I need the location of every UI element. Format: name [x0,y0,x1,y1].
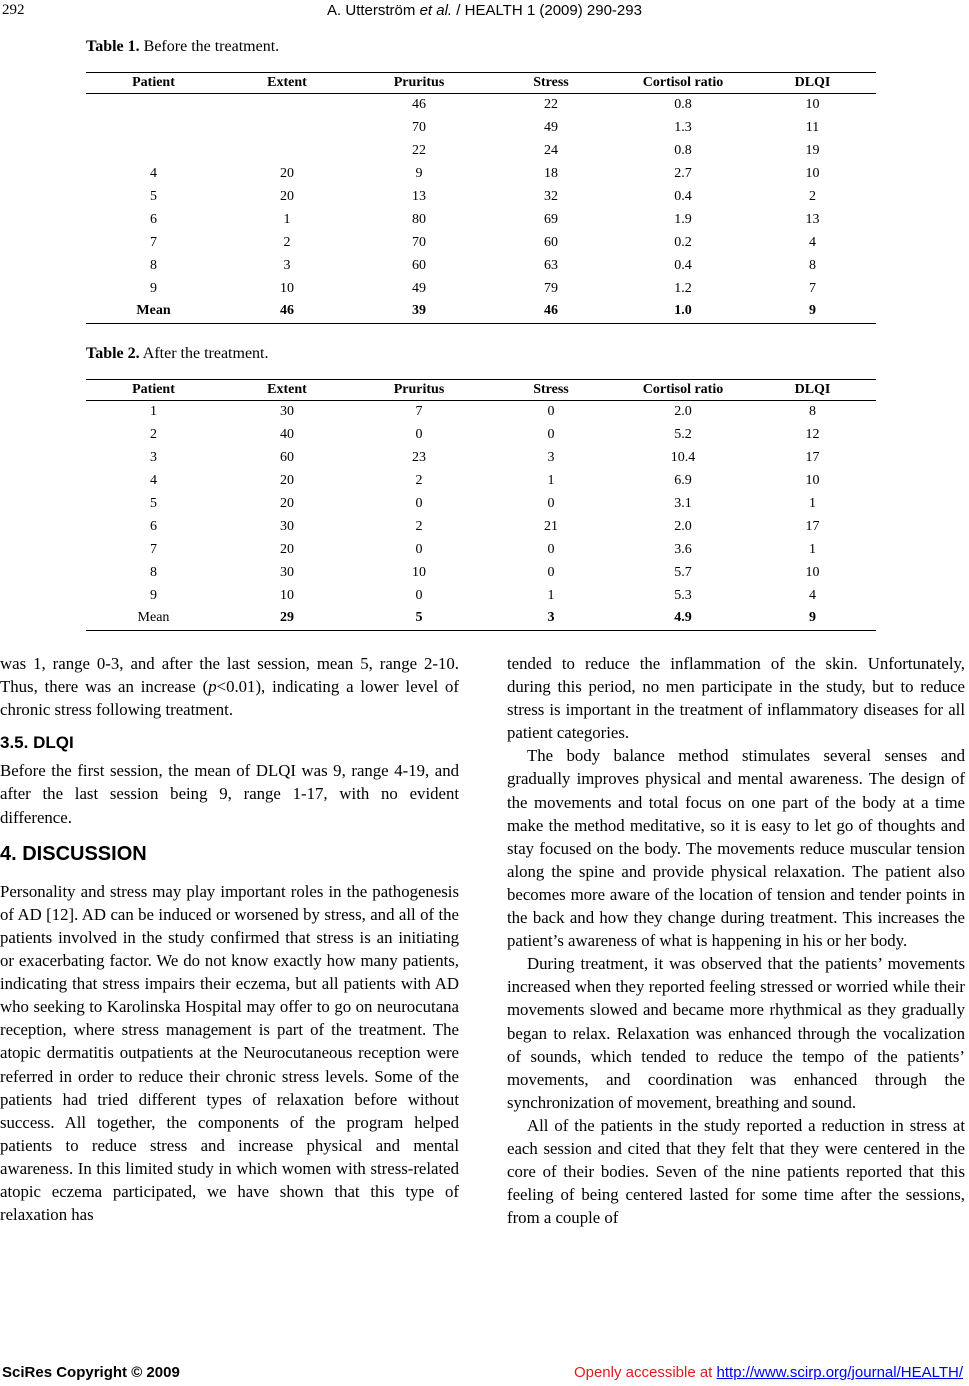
paragraph-stress-result: was 1, range 0-3, and after the last session, mean 5, range 2-10. Thus, there was an increase (p<0.01), indicating a lower level of chronic stress following treatment. [0,654,460,720]
journal-link[interactable]: http://www.scirp.org/journal/HEALTH/ [716,1364,963,1381]
table-cell: 7 [415,404,423,420]
table-cell: 10 [412,564,426,580]
running-header [0,0,969,22]
table2 [86,379,876,631]
table-cell [221,94,353,117]
table-cell: 0 [547,564,555,580]
page-number: 292 [2,2,25,18]
table-mean-row [86,300,876,323]
table-row [86,470,876,493]
table-row [86,208,876,231]
table-cell: 9 [150,280,157,296]
table-cell: 7 [150,234,157,250]
authors: A. Utterström [327,2,416,19]
table1-col-header: Pruritus [353,73,485,94]
table2-col-header: Patient [86,380,221,401]
table2-col-header: Stress [485,380,617,401]
table-cell: 0 [415,427,423,443]
table-cell: 80 [412,211,426,227]
paragraph-right-2: The body balance method stimulates several senses and gradually improves physical and mental awareness. The design of the movements and total focus on one part of the body at a time make the method meditative, so it is easy to let go of thoughts and stay focused on the body. The movements reduce muscular tension along the spine and provide physical relaxation. The patient also becomes more aware of the location of tension and tender points in the back and how they change during treatment. This increases the patient’s awareness of what is happening in his or her body. [507,746,965,951]
table-cell: 10 [280,587,294,603]
table-row [86,515,876,538]
table2-col-header: Cortisol ratio [617,380,749,401]
table-cell: 17 [805,450,820,466]
paragraph-right-3: During treatment, it was observed that the patients’ movements increased when they reported feeling stressed or worried while their movements slowed and became more rhythmical as they gradually began to relax. Relaxation was enhanced through the vocalization of sounds, which tended to reduce the tempo of the patients’ movements, and coordination was enhanced through the synchronization of movement, breathing and sound. [507,954,965,1112]
paragraph-discussion: Personality and stress may play important roles in the pathogenesis of AD [12]. AD can be induced or worsened by stress, and all of the patients involved in the study confirmed that stress is an initiating or exacerbating factor. We do not know exactly how many patients, indicating that stress impairs their eczema, but all patients with AD who seeking to Karolinska Hospital may offer to go on neurocutana reception, where stress management is part of the treatment. The atopic dermatitis outpatients at the Neurocutaneous reception were referred in order to reduce their chronic stress levels. Some of the patients had tried different types of relaxation before without success. All together, the components of the program helped patients to reduce stress and increase physical and mental awareness. In this limited study in which women with stress-related atopic eczema participated, we have shown that this type of relaxation has [0,881,459,1225]
table-cell [86,140,221,163]
table-row [86,447,876,470]
table-row [86,424,876,447]
table-row [86,561,876,584]
table-cell: 22 [412,143,426,159]
table-cell: 22 [544,97,558,113]
table-cell: 3 [283,257,291,273]
table-cell: 9 [415,166,423,182]
table-cell: 0.8 [674,97,692,113]
table-cell: 3 [150,450,157,466]
table1-col-header: Cortisol ratio [617,73,749,94]
table-cell: 5.2 [674,427,692,443]
left-column [0,652,459,1226]
table-cell: 18 [544,166,558,182]
table-cell: 46 [221,300,353,323]
table-cell: 60 [544,234,558,250]
table-cell: 3.6 [674,541,692,557]
table-cell: 0 [547,541,555,557]
table-cell: 0 [415,587,423,603]
table-cell: 3 [485,607,617,630]
table-cell: Mean [86,300,221,323]
table-row [86,277,876,300]
table-row [86,584,876,607]
section-heading-discussion: 4. DISCUSSION [0,842,147,865]
table-cell: 1 [150,404,157,420]
table-cell: 13 [805,211,820,227]
table-cell: 1 [809,496,816,511]
table-cell: 2 [809,189,816,204]
table-cell: 11 [805,120,820,136]
table-cell: 10.4 [670,450,696,466]
table-cell: 8 [809,257,816,273]
table-cell: 2 [415,518,423,534]
table-cell: 3 [547,450,555,466]
footer-copyright: SciRes Copyright © 2009 [2,1364,180,1381]
table-mean-row [86,607,876,630]
table-cell: 10 [805,473,820,489]
table-cell [221,117,353,140]
table2-col-header: Pruritus [353,380,485,401]
table-cell: 20 [280,473,294,489]
running-title [0,2,969,19]
table-cell: 5 [353,607,485,630]
table-cell: 4 [150,473,157,489]
table-cell: 2 [283,234,291,250]
table-cell: 3.1 [674,496,692,511]
table-cell: 29 [221,607,353,630]
table-row [86,94,876,117]
table-cell: Mean [86,607,221,630]
table-cell: 17 [805,518,820,534]
table-cell: 20 [280,166,294,182]
table-cell: 10 [805,564,820,580]
table-cell: 6.9 [674,473,692,489]
table-cell: 1.3 [674,120,692,136]
table-cell: 7 [150,541,157,557]
table-cell: 4.9 [617,607,749,630]
table-cell: 30 [280,518,294,534]
table-cell: 4 [809,587,816,603]
table1-col-header: DLQI [749,73,876,94]
table-cell: 0 [547,427,555,443]
table-cell: 1.0 [617,300,749,323]
table-cell: 49 [412,280,426,296]
table-cell: 70 [412,234,426,250]
table-cell: 0 [547,496,555,511]
table-cell: 2 [150,427,157,443]
table-cell [86,117,221,140]
table-cell: 46 [485,300,617,323]
table-cell: 70 [412,120,426,136]
paragraph-right-4: All of the patients in the study reported a reduction in stress at each session and cited that they felt that they were centered in the core of their bodies. Seven of the nine patients reported that this feeling of being centered lasted for some time after the sessions, from a couple of [507,1115,965,1228]
table-cell: 4 [809,234,816,250]
table2-header-row [86,380,876,401]
table-cell: 9 [150,587,157,603]
table-cell: 23 [412,450,426,466]
table-cell: 1 [283,211,291,227]
table-cell: 2 [415,473,423,489]
paragraph-dlqi: Before the first session, the mean of DLQI was 9, range 4-19, and after the last session being 9, range 1-17, with no evident difference. [0,761,459,827]
table-cell: 21 [544,518,558,534]
table1-col-header: Extent [221,73,353,94]
table-cell: 24 [544,143,558,159]
table-cell: 5 [150,189,157,204]
table2-caption: Table 2. After the treatment. [86,345,269,362]
table1-caption: Table 1. Before the treatment. [86,38,280,55]
table1 [86,72,876,324]
table-cell: 8 [150,257,157,273]
table-row [86,254,876,277]
table-cell: 9 [749,300,876,323]
table-cell: 0 [415,541,423,557]
table-cell: 7 [809,280,816,296]
table-cell: 49 [544,120,558,136]
table-cell: 9 [749,607,876,630]
table-cell: 1.2 [674,280,692,296]
table-cell: 30 [280,404,294,420]
table-cell: 0.2 [674,234,692,250]
table-cell: 30 [280,564,294,580]
table-cell: 1 [547,587,555,603]
table-cell: 12 [805,427,820,443]
table-cell: 5 [150,496,157,511]
table1-col-header: Patient [86,73,221,94]
table-cell: 10 [805,166,820,182]
table-row [86,163,876,186]
table-cell: 6 [150,518,157,534]
table-cell: 39 [353,300,485,323]
table-cell: 20 [280,189,294,204]
table-row [86,401,876,424]
section-heading-dlqi: 3.5. DLQI [0,733,74,753]
table1-header-row [86,73,876,94]
table-row [86,140,876,163]
table-row [86,117,876,140]
table-cell: 32 [544,189,558,204]
table-cell: 46 [412,97,426,113]
etal: et al. [419,2,453,19]
table-row [86,186,876,209]
table-cell: 2.0 [674,518,692,534]
table-cell: 20 [280,541,294,557]
table-cell: 5.7 [674,564,692,580]
table-cell: 5.3 [674,587,692,603]
table-cell: 0 [547,404,555,420]
table-cell: 8 [150,564,157,580]
table-cell: 1.9 [674,211,692,227]
table-row [86,493,876,516]
table-cell: 20 [280,496,294,511]
table-row [86,231,876,254]
table-cell: 79 [544,280,558,296]
table-cell: 63 [544,257,558,273]
table-cell: 13 [412,189,426,204]
table-cell: 2.7 [674,166,692,182]
table-cell: 60 [412,257,426,273]
table-cell [86,94,221,117]
table-cell: 10 [805,97,820,113]
table-cell: 69 [544,211,558,227]
table-cell: 2.0 [674,404,692,420]
table-cell: 1 [547,473,555,489]
table-cell [221,140,353,163]
table-cell: 4 [150,166,157,182]
table-cell: 1 [809,541,816,557]
table-cell: 6 [150,211,157,227]
table-cell: 0.8 [674,143,692,159]
journal-citation: / HEALTH 1 (2009) 290-293 [452,2,642,19]
table2-col-header: Extent [221,380,353,401]
table-cell: 0.4 [674,257,692,273]
table2-col-header: DLQI [749,380,876,401]
table-cell: 0.4 [674,189,692,204]
table1-col-header: Stress [485,73,617,94]
footer-access: Openly accessible at http://www.scirp.org/journal/HEALTH/ [573,1364,963,1381]
table-cell: 60 [280,450,294,466]
table-cell: 0 [415,496,423,511]
table-cell: 19 [805,143,820,159]
paragraph-right-1: tended to reduce the inflammation of the skin. Unfortunately, during this period, no men participate in the study, but to reduce stress is important in the treatment of inflammatory diseases for all patient categories. [507,654,965,743]
table-cell: 10 [280,280,294,296]
table-cell: 40 [280,427,294,443]
table-cell: 8 [809,404,816,420]
right-column [507,652,965,1229]
table-row [86,538,876,561]
